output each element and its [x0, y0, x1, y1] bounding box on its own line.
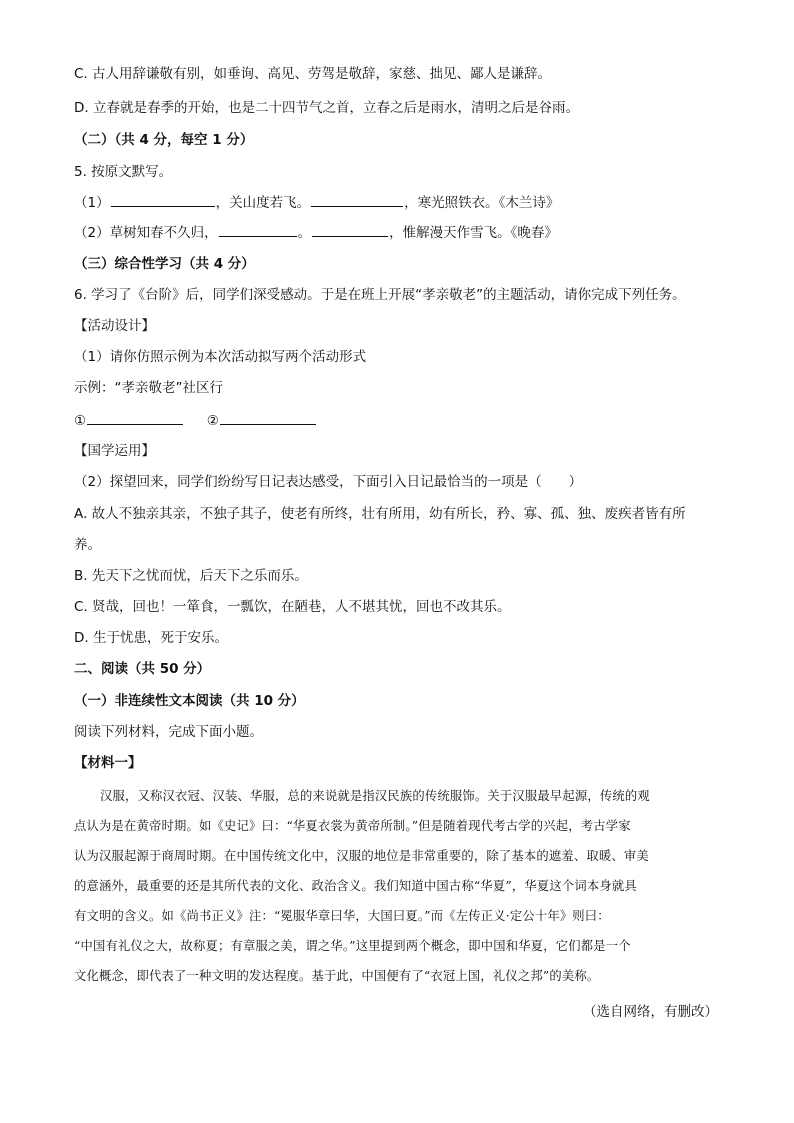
question-6-1: （1）请你仿照示例为本次活动拟写两个活动形式 [74, 349, 367, 365]
q5-1-suffix: ，寒光照铁衣。《木兰诗》 [404, 195, 560, 211]
q5-2-prefix: （2）草树知春不久归， [74, 225, 218, 241]
part-2-subheading: （一）非连续性文本阅读（共 10 分） [74, 693, 305, 709]
option-a-line-2: 养。 [74, 537, 101, 553]
example-line: 示例：“孝亲敬老”社区行 [74, 380, 223, 396]
material-1-tag: 【材料一】 [74, 755, 142, 771]
q5-1-mid: ，关山度若飞。 [215, 195, 311, 211]
instruction: 阅读下列材料，完成下面小题。 [74, 724, 263, 740]
q5-1-prefix: （1） [74, 195, 110, 211]
section-2-heading: （二）（共 4 分，每空 1 分） [74, 132, 254, 148]
q5-2-suffix: ，惟解漫天作雪飞。《晚春》 [389, 225, 558, 241]
option-c: C. 贤哉，回也！一箪食，一瓢饮，在陋巷，人不堪其忧，回也不改其乐。 [74, 599, 511, 615]
answer-blank[interactable] [311, 192, 403, 207]
question-5-2 [74, 222, 734, 243]
circle-2-label: ② [206, 413, 219, 429]
question-5: 5. 按原文默写。 [74, 164, 173, 180]
question-5-1 [74, 192, 734, 213]
section-3-heading: （三）综合性学习（共 4 分） [74, 256, 255, 272]
option-c-line: C. 古人用辞谦敬有别，如垂询、高见、劳驾是敬辞，家慈、拙见、鄙人是谦辞。 [74, 66, 552, 82]
question-6: 6. 学习了《台阶》后，同学们深受感动。于是在班上开展“孝亲敬老”的主题活动，请你完成下列任务。 [74, 287, 686, 303]
answer-blank[interactable] [87, 410, 183, 425]
activity-blanks [74, 410, 734, 431]
answer-blank[interactable] [111, 192, 215, 207]
material-line: “中国有礼仪之大，故称夏；有章服之美，谓之华。”这里提到两个概念，即中国和华夏，它们都是一个 [74, 939, 631, 953]
answer-blank[interactable] [220, 410, 316, 425]
option-d-line: D. 立春就是春季的开始，也是二十四节气之首，立春之后是雨水，清明之后是谷雨。 [74, 100, 579, 116]
material-line: 的意涵外，最重要的还是其所代表的文化、政治含义。我们知道中国古称“华夏”，华夏这个词本身就具 [74, 879, 637, 893]
option-d: D. 生于忧患，死于安乐。 [74, 630, 228, 646]
material-line: 汉服，又称汉衣冠、汉装、华服，总的来说就是指汉民族的传统服饰。关于汉服最早起源，传统的观 [100, 789, 650, 803]
material-line: 认为汉服起源于商周时期。在中国传统文化中，汉服的地位是非常重要的，除了基本的遮羞、取暖、审美 [74, 849, 649, 863]
part-2-heading: 二、阅读（共 50 分） [74, 661, 211, 677]
material-line: 有文明的含义。如《尚书正义》注：“冕服华章曰华，大国曰夏。”而《左传正义·定公十年》则曰： [74, 909, 610, 923]
answer-blank[interactable] [312, 222, 388, 237]
question-6-2: （2）探望回来，同学们纷纷写日记表达感受，下面引入日记最恰当的一项是（ ） [74, 474, 583, 490]
option-b: B. 先天下之忧而忧，后天下之乐而乐。 [74, 568, 308, 584]
material-line: 文化概念，即代表了一种文明的发达程度。基于此，中国便有了“衣冠上国，礼仪之邦”的美称。 [74, 969, 600, 983]
q5-2-mid: 。 [297, 225, 312, 241]
source-note: （选自网络，有删改） [583, 1004, 718, 1020]
answer-blank[interactable] [219, 222, 297, 237]
material-line: 点认为是在黄帝时期。如《史记》曰：“华夏衣裳为黄帝所制。”但是随着现代考古学的兴起，考古学家 [74, 819, 631, 833]
activity-design-tag: 【活动设计】 [74, 318, 155, 334]
option-a-line-1: A. 故人不独亲其亲，不独子其子，使老有所终，壮有所用，幼有所长，矜、寡、孤、独、废疾者皆有所 [74, 506, 686, 522]
guoxue-tag: 【国学运用】 [74, 443, 155, 459]
circle-1-label: ① [74, 413, 87, 429]
